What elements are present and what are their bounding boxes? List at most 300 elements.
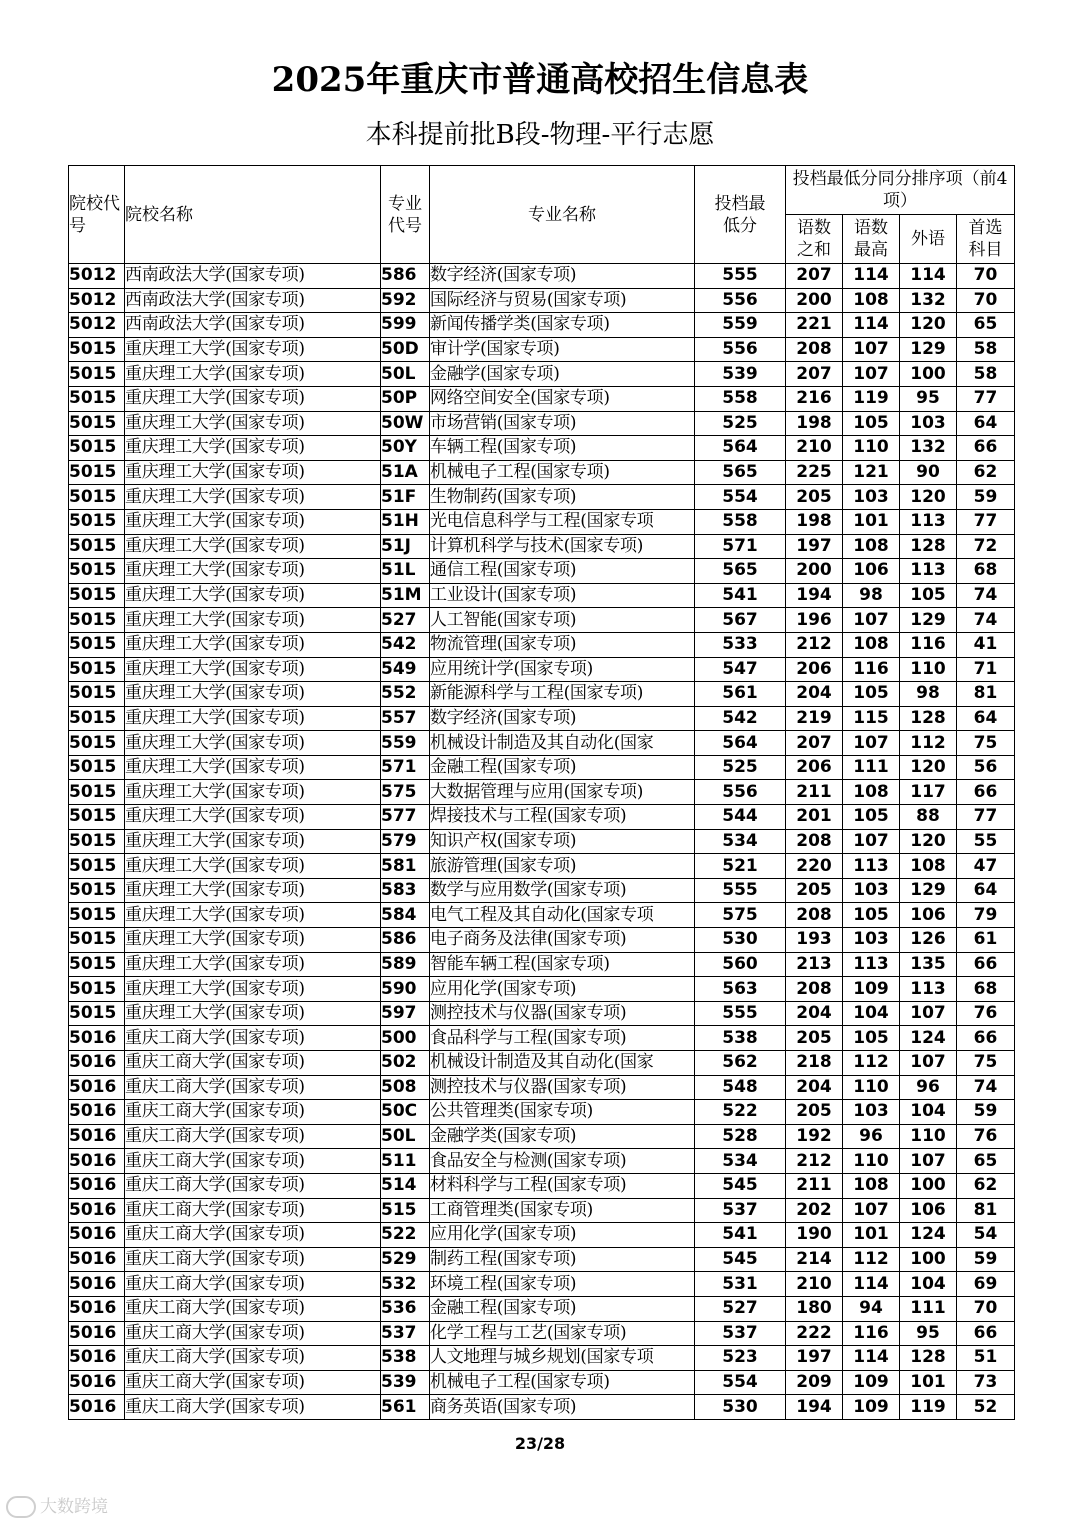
school-name-cell: 西南政法大学(国家专项): [125, 313, 381, 338]
major-code-cell: 529: [381, 1247, 430, 1272]
sum-chinese-math-cell: 180: [786, 1296, 843, 1321]
major-code-cell: 581: [381, 854, 430, 879]
foreign-language-cell: 129: [900, 878, 957, 903]
first-subject-cell: 47: [957, 854, 1015, 879]
school-code-cell: 5016: [69, 1321, 125, 1346]
min-score-cell: 525: [695, 755, 786, 780]
school-code-cell: 5015: [69, 878, 125, 903]
max-chinese-math-cell: 107: [843, 1198, 900, 1223]
major-code-cell: 532: [381, 1272, 430, 1297]
school-code-cell: 5015: [69, 755, 125, 780]
foreign-language-cell: 107: [900, 1001, 957, 1026]
min-score-cell: 555: [695, 264, 786, 289]
min-score-cell: 545: [695, 1247, 786, 1272]
first-subject-cell: 72: [957, 534, 1015, 559]
major-name-cell: 应用统计学(国家专项): [430, 657, 695, 682]
first-subject-cell: 66: [957, 436, 1015, 461]
max-chinese-math-cell: 108: [843, 780, 900, 805]
school-name-cell: 重庆工商大学(国家专项): [125, 1395, 381, 1420]
school-name-cell: 重庆理工大学(国家专项): [125, 632, 381, 657]
major-code-cell: 51L: [381, 559, 430, 584]
max-chinese-math-cell: 114: [843, 1272, 900, 1297]
max-chinese-math-cell: 114: [843, 264, 900, 289]
table-row: [69, 534, 1015, 559]
max-chinese-math-cell: 107: [843, 829, 900, 854]
table-row: [69, 313, 1015, 338]
table-row: [69, 1247, 1015, 1272]
min-score-cell: 533: [695, 632, 786, 657]
max-chinese-math-cell: 114: [843, 313, 900, 338]
school-code-cell: 5016: [69, 1075, 125, 1100]
max-chinese-math-cell: 115: [843, 706, 900, 731]
table-row: [69, 1026, 1015, 1051]
min-score-cell: 555: [695, 1001, 786, 1026]
sum-chinese-math-cell: 197: [786, 1346, 843, 1371]
min-score-cell: 539: [695, 362, 786, 387]
school-name-cell: 重庆工商大学(国家专项): [125, 1247, 381, 1272]
major-name-cell: 国际经济与贸易(国家专项): [430, 288, 695, 313]
major-name-cell: 机械电子工程(国家专项): [430, 1370, 695, 1395]
foreign-language-cell: 108: [900, 854, 957, 879]
foreign-language-cell: 120: [900, 485, 957, 510]
sum-chinese-math-cell: 205: [786, 1026, 843, 1051]
foreign-language-cell: 113: [900, 559, 957, 584]
major-code-cell: 50L: [381, 362, 430, 387]
school-name-cell: 重庆工商大学(国家专项): [125, 1272, 381, 1297]
table-row: [69, 1149, 1015, 1174]
school-name-cell: 重庆工商大学(国家专项): [125, 1075, 381, 1100]
max-chinese-math-cell: 112: [843, 1247, 900, 1272]
major-name-cell: 食品安全与检测(国家专项): [430, 1149, 695, 1174]
first-subject-cell: 65: [957, 1149, 1015, 1174]
school-name-cell: 重庆理工大学(国家专项): [125, 731, 381, 756]
table-body: [69, 264, 1015, 1420]
school-code-cell: 5015: [69, 854, 125, 879]
max-chinese-math-cell: 111: [843, 755, 900, 780]
table-row: [69, 1272, 1015, 1297]
foreign-language-cell: 100: [900, 1173, 957, 1198]
table-row: [69, 436, 1015, 461]
first-subject-cell: 62: [957, 1173, 1015, 1198]
first-subject-cell: 64: [957, 411, 1015, 436]
major-name-cell: 旅游管理(国家专项): [430, 854, 695, 879]
major-code-cell: 586: [381, 928, 430, 953]
school-code-cell: 5015: [69, 485, 125, 510]
sum-chinese-math-cell: 192: [786, 1124, 843, 1149]
school-name-cell: 重庆理工大学(国家专项): [125, 386, 381, 411]
table-row: [69, 657, 1015, 682]
major-name-cell: 审计学(国家专项): [430, 337, 695, 362]
school-name-cell: 重庆工商大学(国家专项): [125, 1198, 381, 1223]
school-name-cell: 重庆理工大学(国家专项): [125, 411, 381, 436]
school-code-cell: 5016: [69, 1346, 125, 1371]
min-score-cell: 542: [695, 706, 786, 731]
min-score-cell: 537: [695, 1321, 786, 1346]
foreign-language-cell: 124: [900, 1026, 957, 1051]
sum-chinese-math-cell: 196: [786, 608, 843, 633]
foreign-language-cell: 112: [900, 731, 957, 756]
min-score-cell: 541: [695, 583, 786, 608]
min-score-cell: 531: [695, 1272, 786, 1297]
min-score-cell: 534: [695, 1149, 786, 1174]
max-chinese-math-cell: 110: [843, 436, 900, 461]
major-name-cell: 应用化学(国家专项): [430, 977, 695, 1002]
major-name-cell: 制药工程(国家专项): [430, 1247, 695, 1272]
major-name-cell: 金融学(国家专项): [430, 362, 695, 387]
school-code-cell: 5016: [69, 1395, 125, 1420]
table-row: [69, 1100, 1015, 1125]
max-chinese-math-cell: 101: [843, 509, 900, 534]
school-code-cell: 5016: [69, 1173, 125, 1198]
major-name-cell: 新闻传播学类(国家专项): [430, 313, 695, 338]
major-code-cell: 500: [381, 1026, 430, 1051]
min-score-cell: 544: [695, 805, 786, 830]
table-row: [69, 903, 1015, 928]
min-score-cell: 541: [695, 1223, 786, 1248]
school-code-cell: 5016: [69, 1223, 125, 1248]
min-score-cell: 522: [695, 1100, 786, 1125]
min-score-cell: 561: [695, 682, 786, 707]
table-row: [69, 977, 1015, 1002]
school-name-cell: 重庆工商大学(国家专项): [125, 1223, 381, 1248]
foreign-language-cell: 124: [900, 1223, 957, 1248]
table-row: [69, 731, 1015, 756]
first-subject-cell: 58: [957, 362, 1015, 387]
sum-chinese-math-cell: 207: [786, 362, 843, 387]
min-score-cell: 560: [695, 952, 786, 977]
school-code-cell: 5015: [69, 903, 125, 928]
school-name-cell: 重庆理工大学(国家专项): [125, 436, 381, 461]
first-subject-cell: 71: [957, 657, 1015, 682]
school-code-cell: 5016: [69, 1051, 125, 1076]
first-subject-cell: 77: [957, 509, 1015, 534]
major-code-cell: 571: [381, 755, 430, 780]
foreign-language-cell: 90: [900, 460, 957, 485]
first-subject-cell: 56: [957, 755, 1015, 780]
major-name-cell: 新能源科学与工程(国家专项): [430, 682, 695, 707]
sum-chinese-math-cell: 204: [786, 1001, 843, 1026]
major-name-cell: 人工智能(国家专项): [430, 608, 695, 633]
sum-chinese-math-cell: 208: [786, 337, 843, 362]
major-name-cell: 化学工程与工艺(国家专项): [430, 1321, 695, 1346]
school-code-cell: 5015: [69, 509, 125, 534]
major-name-cell: 数字经济(国家专项): [430, 706, 695, 731]
major-code-cell: 557: [381, 706, 430, 731]
major-code-cell: 538: [381, 1346, 430, 1371]
foreign-language-cell: 128: [900, 534, 957, 559]
sum-chinese-math-cell: 207: [786, 731, 843, 756]
school-code-cell: 5016: [69, 1124, 125, 1149]
min-score-cell: 575: [695, 903, 786, 928]
header-foreign-language: 外语: [900, 215, 957, 264]
watermark-logo-icon: [6, 1496, 36, 1518]
school-code-cell: 5015: [69, 928, 125, 953]
sum-chinese-math-cell: 208: [786, 829, 843, 854]
major-name-cell: 机械电子工程(国家专项): [430, 460, 695, 485]
major-code-cell: 50Y: [381, 436, 430, 461]
table-row: [69, 1370, 1015, 1395]
foreign-language-cell: 103: [900, 411, 957, 436]
min-score-cell: 558: [695, 509, 786, 534]
sum-chinese-math-cell: 209: [786, 1370, 843, 1395]
sum-chinese-math-cell: 190: [786, 1223, 843, 1248]
max-chinese-math-cell: 108: [843, 288, 900, 313]
first-subject-cell: 76: [957, 1001, 1015, 1026]
school-code-cell: 5015: [69, 386, 125, 411]
sum-chinese-math-cell: 210: [786, 1272, 843, 1297]
watermark: [6, 1492, 108, 1518]
school-code-cell: 5015: [69, 337, 125, 362]
page-subtitle: 本科提前批B段-物理-平行志愿: [365, 120, 715, 150]
school-code-cell: 5016: [69, 1370, 125, 1395]
sum-chinese-math-cell: 210: [786, 436, 843, 461]
table-row: [69, 485, 1015, 510]
school-name-cell: 西南政法大学(国家专项): [125, 264, 381, 289]
school-name-cell: 重庆理工大学(国家专项): [125, 952, 381, 977]
max-chinese-math-cell: 105: [843, 411, 900, 436]
max-chinese-math-cell: 113: [843, 952, 900, 977]
table-row: [69, 559, 1015, 584]
max-chinese-math-cell: 96: [843, 1124, 900, 1149]
major-code-cell: 583: [381, 878, 430, 903]
school-name-cell: 重庆理工大学(国家专项): [125, 337, 381, 362]
school-code-cell: 5015: [69, 706, 125, 731]
first-subject-cell: 41: [957, 632, 1015, 657]
first-subject-cell: 68: [957, 559, 1015, 584]
school-code-cell: 5012: [69, 313, 125, 338]
sum-chinese-math-cell: 204: [786, 682, 843, 707]
school-code-cell: 5015: [69, 460, 125, 485]
min-score-cell: 555: [695, 878, 786, 903]
first-subject-cell: 74: [957, 583, 1015, 608]
min-score-cell: 565: [695, 559, 786, 584]
school-name-cell: 重庆理工大学(国家专项): [125, 1001, 381, 1026]
first-subject-cell: 59: [957, 1100, 1015, 1125]
sum-chinese-math-cell: 212: [786, 1149, 843, 1174]
max-chinese-math-cell: 103: [843, 878, 900, 903]
school-code-cell: 5015: [69, 952, 125, 977]
major-code-cell: 50W: [381, 411, 430, 436]
school-code-cell: 5016: [69, 1296, 125, 1321]
table-row: [69, 288, 1015, 313]
sum-chinese-math-cell: 194: [786, 1395, 843, 1420]
sum-chinese-math-cell: 207: [786, 264, 843, 289]
major-code-cell: 597: [381, 1001, 430, 1026]
school-name-cell: 重庆理工大学(国家专项): [125, 854, 381, 879]
header-first-subject: 首选科目: [957, 215, 1015, 264]
school-code-cell: 5015: [69, 1001, 125, 1026]
school-code-cell: 5015: [69, 362, 125, 387]
school-name-cell: 重庆工商大学(国家专项): [125, 1149, 381, 1174]
sum-chinese-math-cell: 194: [786, 583, 843, 608]
min-score-cell: 562: [695, 1051, 786, 1076]
sum-chinese-math-cell: 219: [786, 706, 843, 731]
max-chinese-math-cell: 108: [843, 534, 900, 559]
first-subject-cell: 64: [957, 878, 1015, 903]
min-score-cell: 523: [695, 1346, 786, 1371]
table-row: [69, 1173, 1015, 1198]
max-chinese-math-cell: 108: [843, 1173, 900, 1198]
first-subject-cell: 51: [957, 1346, 1015, 1371]
first-subject-cell: 73: [957, 1370, 1015, 1395]
table-row: [69, 706, 1015, 731]
sum-chinese-math-cell: 211: [786, 1173, 843, 1198]
major-name-cell: 应用化学(国家专项): [430, 1223, 695, 1248]
header-major-code: 专业代号: [381, 166, 430, 264]
sum-chinese-math-cell: 206: [786, 657, 843, 682]
max-chinese-math-cell: 109: [843, 977, 900, 1002]
sum-chinese-math-cell: 225: [786, 460, 843, 485]
school-name-cell: 重庆理工大学(国家专项): [125, 559, 381, 584]
school-name-cell: 重庆工商大学(国家专项): [125, 1296, 381, 1321]
first-subject-cell: 58: [957, 337, 1015, 362]
school-code-cell: 5016: [69, 1149, 125, 1174]
min-score-cell: 548: [695, 1075, 786, 1100]
major-name-cell: 知识产权(国家专项): [430, 829, 695, 854]
first-subject-cell: 52: [957, 1395, 1015, 1420]
school-name-cell: 重庆理工大学(国家专项): [125, 460, 381, 485]
first-subject-cell: 61: [957, 928, 1015, 953]
school-code-cell: 5016: [69, 1272, 125, 1297]
school-name-cell: 重庆理工大学(国家专项): [125, 608, 381, 633]
table-row: [69, 1296, 1015, 1321]
max-chinese-math-cell: 104: [843, 1001, 900, 1026]
max-chinese-math-cell: 107: [843, 337, 900, 362]
header-school-code: 院校代号: [69, 166, 125, 264]
foreign-language-cell: 100: [900, 362, 957, 387]
foreign-language-cell: 114: [900, 264, 957, 289]
sum-chinese-math-cell: 213: [786, 952, 843, 977]
major-code-cell: 51J: [381, 534, 430, 559]
foreign-language-cell: 120: [900, 313, 957, 338]
major-code-cell: 536: [381, 1296, 430, 1321]
foreign-language-cell: 132: [900, 288, 957, 313]
table-row: [69, 583, 1015, 608]
max-chinese-math-cell: 107: [843, 608, 900, 633]
max-chinese-math-cell: 103: [843, 485, 900, 510]
sum-chinese-math-cell: 216: [786, 386, 843, 411]
school-name-cell: 重庆理工大学(国家专项): [125, 362, 381, 387]
first-subject-cell: 66: [957, 780, 1015, 805]
foreign-language-cell: 117: [900, 780, 957, 805]
max-chinese-math-cell: 106: [843, 559, 900, 584]
major-name-cell: 商务英语(国家专项): [430, 1395, 695, 1420]
school-name-cell: 重庆理工大学(国家专项): [125, 485, 381, 510]
first-subject-cell: 76: [957, 1124, 1015, 1149]
table-row: [69, 682, 1015, 707]
header-major-name: 专业名称: [430, 166, 695, 264]
first-subject-cell: 66: [957, 952, 1015, 977]
sum-chinese-math-cell: 208: [786, 977, 843, 1002]
foreign-language-cell: 116: [900, 632, 957, 657]
max-chinese-math-cell: 105: [843, 1026, 900, 1051]
watermark-text: 大数跨境: [40, 1497, 108, 1517]
major-name-cell: 市场营销(国家专项): [430, 411, 695, 436]
foreign-language-cell: 110: [900, 1124, 957, 1149]
school-code-cell: 5015: [69, 682, 125, 707]
table-row: [69, 386, 1015, 411]
foreign-language-cell: 101: [900, 1370, 957, 1395]
table-row: [69, 1395, 1015, 1420]
foreign-language-cell: 128: [900, 706, 957, 731]
major-code-cell: 599: [381, 313, 430, 338]
foreign-language-cell: 100: [900, 1247, 957, 1272]
major-code-cell: 590: [381, 977, 430, 1002]
school-name-cell: 重庆理工大学(国家专项): [125, 682, 381, 707]
first-subject-cell: 64: [957, 706, 1015, 731]
foreign-language-cell: 96: [900, 1075, 957, 1100]
table-row: [69, 337, 1015, 362]
min-score-cell: 530: [695, 928, 786, 953]
major-name-cell: 环境工程(国家专项): [430, 1272, 695, 1297]
foreign-language-cell: 135: [900, 952, 957, 977]
first-subject-cell: 75: [957, 731, 1015, 756]
foreign-language-cell: 104: [900, 1272, 957, 1297]
table-row: [69, 1198, 1015, 1223]
sum-chinese-math-cell: 193: [786, 928, 843, 953]
major-code-cell: 502: [381, 1051, 430, 1076]
sum-chinese-math-cell: 197: [786, 534, 843, 559]
school-code-cell: 5015: [69, 608, 125, 633]
first-subject-cell: 70: [957, 1296, 1015, 1321]
first-subject-cell: 69: [957, 1272, 1015, 1297]
page-title: 2025年重庆市普通高校招生信息表: [271, 60, 809, 100]
major-code-cell: 522: [381, 1223, 430, 1248]
table-row: [69, 780, 1015, 805]
school-name-cell: 重庆理工大学(国家专项): [125, 534, 381, 559]
school-name-cell: 重庆理工大学(国家专项): [125, 755, 381, 780]
min-score-cell: 525: [695, 411, 786, 436]
school-code-cell: 5015: [69, 583, 125, 608]
sum-chinese-math-cell: 222: [786, 1321, 843, 1346]
major-code-cell: 50L: [381, 1124, 430, 1149]
major-name-cell: 金融工程(国家专项): [430, 1296, 695, 1321]
school-name-cell: 重庆工商大学(国家专项): [125, 1370, 381, 1395]
school-code-cell: 5016: [69, 1100, 125, 1125]
major-code-cell: 50P: [381, 386, 430, 411]
max-chinese-math-cell: 109: [843, 1395, 900, 1420]
header-school-name: 院校名称: [125, 166, 381, 264]
school-name-cell: 西南政法大学(国家专项): [125, 288, 381, 313]
school-code-cell: 5015: [69, 805, 125, 830]
major-name-cell: 工业设计(国家专项): [430, 583, 695, 608]
first-subject-cell: 81: [957, 1198, 1015, 1223]
school-code-cell: 5016: [69, 1026, 125, 1051]
sum-chinese-math-cell: 205: [786, 1100, 843, 1125]
table-row: [69, 1124, 1015, 1149]
min-score-cell: 554: [695, 485, 786, 510]
major-name-cell: 工商管理类(国家专项): [430, 1198, 695, 1223]
foreign-language-cell: 104: [900, 1100, 957, 1125]
max-chinese-math-cell: 116: [843, 1321, 900, 1346]
sum-chinese-math-cell: 212: [786, 632, 843, 657]
min-score-cell: 545: [695, 1173, 786, 1198]
major-code-cell: 589: [381, 952, 430, 977]
table-row: [69, 1346, 1015, 1371]
max-chinese-math-cell: 112: [843, 1051, 900, 1076]
sum-chinese-math-cell: 211: [786, 780, 843, 805]
major-name-cell: 金融学类(国家专项): [430, 1124, 695, 1149]
table-row: [69, 1051, 1015, 1076]
foreign-language-cell: 128: [900, 1346, 957, 1371]
max-chinese-math-cell: 121: [843, 460, 900, 485]
major-code-cell: 51M: [381, 583, 430, 608]
school-name-cell: 重庆理工大学(国家专项): [125, 509, 381, 534]
table-row: [69, 755, 1015, 780]
foreign-language-cell: 88: [900, 805, 957, 830]
major-code-cell: 508: [381, 1075, 430, 1100]
sum-chinese-math-cell: 218: [786, 1051, 843, 1076]
